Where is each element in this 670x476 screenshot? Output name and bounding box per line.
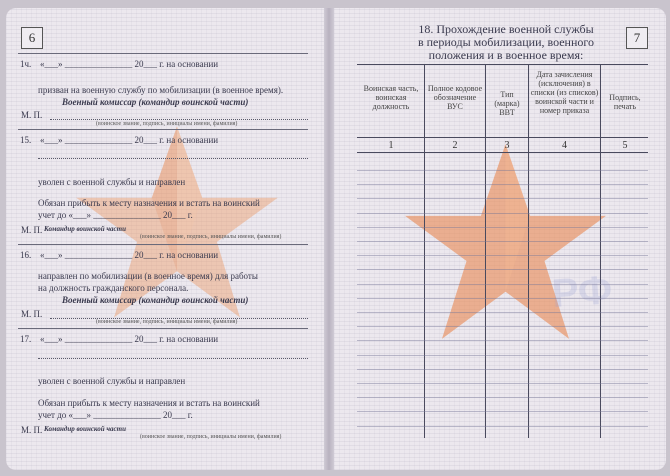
entry-17-number: 17.	[20, 334, 32, 344]
ruled-line	[357, 369, 648, 370]
divider	[18, 129, 308, 130]
entry-16-text-2: на должность гражданского персонала.	[38, 283, 189, 293]
book-spine	[324, 8, 334, 470]
entry-15-commander: Командир воинской части	[44, 225, 126, 233]
column-header-signature: Подпись, печать	[609, 93, 641, 111]
ruled-line	[357, 355, 648, 356]
column-number-1: 1	[388, 140, 394, 151]
column-divider	[600, 64, 601, 438]
page-number-right: 7	[626, 27, 648, 49]
ruled-line	[357, 170, 648, 171]
column-number-2: 2	[452, 140, 458, 151]
column-number-4: 4	[562, 140, 567, 151]
fill-line	[38, 158, 308, 159]
section-title	[384, 23, 628, 62]
column-number-3: 3	[504, 140, 510, 151]
ruled-line	[357, 411, 648, 412]
section-title-line-2: в периоды мобилизации, военного	[417, 35, 595, 49]
column-number-5: 5	[622, 140, 628, 151]
ruled-line	[357, 426, 648, 427]
entry-15-number: 15.	[20, 135, 32, 145]
entry-15-date-line: «___» _______________ 20___ г. на основании	[40, 135, 219, 145]
fill-line	[38, 358, 308, 359]
section-title-line-1: 18. Прохождение военной службы	[418, 22, 594, 36]
ruled-line	[357, 227, 648, 228]
ruled-line	[357, 298, 648, 299]
entry-17-mp: М. П.	[21, 425, 43, 435]
entry-14-number: 1ч.	[20, 59, 32, 69]
entry-14-mp: М. П.	[21, 110, 43, 120]
entry-17-sign-caption: (воинское звание, подпись, инициалы имени, фамилия)	[140, 434, 282, 440]
divider	[18, 244, 308, 245]
entry-14-date-line: «___» _______________ 20___ г. на основании	[40, 59, 219, 69]
entry-15-text-2: Обязан прибыть к месту назначения и встать на воинский	[38, 198, 260, 208]
entry-15-mp: М. П.	[21, 225, 43, 235]
column-header-date: Дата зачисления (исключения) в списки (из списков) воинской части и номер приказа	[530, 70, 599, 115]
page-number-left: 6	[21, 27, 43, 49]
ruled-line	[357, 312, 648, 313]
entry-16-text-1: направлен по мобилизации (в военное время) для работы	[38, 271, 258, 281]
column-header-vvt: Тип (марка) ВВТ	[494, 90, 520, 117]
ruled-line	[357, 340, 648, 341]
ruled-line	[357, 397, 648, 398]
entry-15-text-1: уволен с военной службы и направлен	[38, 177, 186, 187]
entry-17-text-1: уволен с военной службы и направлен	[38, 376, 186, 386]
entry-17-text-3: учет до «___» _______________ 20___ г.	[38, 410, 193, 420]
signature-line	[50, 119, 308, 120]
entry-17-text-2: Обязан прибыть к месту назначения и встать на воинский	[38, 398, 260, 408]
column-divider	[485, 64, 486, 438]
ruled-line	[357, 284, 648, 285]
entry-16-number: 16.	[20, 250, 32, 260]
table-top-border	[357, 64, 648, 65]
entry-17-commander: Командир воинской части	[44, 425, 126, 433]
ruled-line	[357, 383, 648, 384]
ruled-line	[357, 213, 648, 214]
entry-14-commissar: Военный комиссар (командир воинской части)	[62, 97, 249, 107]
entry-15-text-3: учет до «___» _______________ 20___ г.	[38, 210, 193, 220]
ruled-line	[357, 241, 648, 242]
watermark-logo: РФ	[550, 267, 614, 317]
ruled-line	[357, 198, 648, 199]
entry-14-text: призван на военную службу по мобилизации (в военное время).	[38, 85, 284, 95]
entry-16-sign-caption: (воинское звание, подпись, инициалы имени, фамилия)	[96, 319, 238, 325]
entry-16-commissar: Военный комиссар (командир воинской части)	[62, 295, 249, 305]
column-header-vus: Полное кодовое обозначение ВУС	[427, 84, 483, 111]
column-divider	[528, 64, 529, 438]
entry-16-date-line: «___» _______________ 20___ г. на основании	[40, 250, 219, 260]
column-header-unit: Воинская часть, воинская должность	[363, 84, 419, 111]
table-header-border	[357, 137, 648, 138]
entry-15-sign-caption: (воинское звание, подпись, инициалы имени, фамилия)	[140, 234, 282, 240]
entry-17-date-line: «___» _______________ 20___ г. на основании	[40, 334, 219, 344]
ruled-line	[357, 326, 648, 327]
section-title-line-3: положения и в военное время:	[428, 48, 584, 62]
entry-16-mp: М. П.	[21, 309, 43, 319]
column-divider	[424, 64, 425, 438]
ruled-line	[357, 184, 648, 185]
divider	[18, 328, 308, 329]
entry-14-sign-caption: (воинское звание, подпись, инициалы имени, фамилия)	[96, 121, 238, 127]
ruled-line	[357, 255, 648, 256]
ruled-line	[357, 269, 648, 270]
table-number-row-border	[357, 152, 648, 153]
divider	[18, 53, 308, 54]
